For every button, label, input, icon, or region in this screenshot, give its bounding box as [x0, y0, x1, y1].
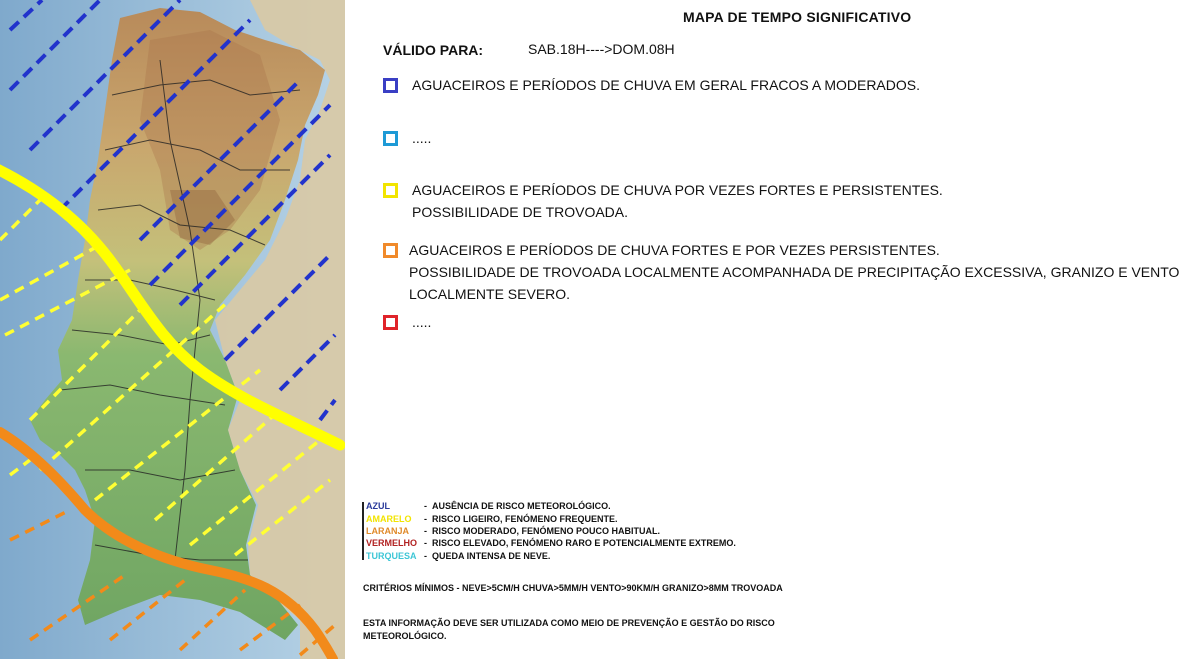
risk-row-laranja: LARANJA - RISCO MODERADO, FENÓMENO POUCO HABITUAL.	[366, 526, 661, 536]
risk-description: AUSÊNCIA DE RISCO METEOROLÓGICO.	[432, 501, 611, 511]
risk-row-turquesa: TURQUESA - QUEDA INTENSA DE NEVE.	[366, 551, 551, 561]
legend-text-line: AGUACEIROS E PERÍODOS DE CHUVA FORTES E POR VEZES PERSISTENTES.	[409, 242, 940, 258]
legend-text-line: .....	[412, 314, 432, 330]
risk-row-azul: AZUL - AUSÊNCIA DE RISCO METEOROLÓGICO.	[366, 501, 611, 511]
risk-name: AMARELO	[366, 514, 412, 524]
risk-name: TURQUESA	[366, 551, 417, 561]
legend-text-line: POSSIBILIDADE DE TROVOADA LOCALMENTE ACOMPANHADA DE PRECIPITAÇÃO EXCESSIVA, GRANIZO E VENTO	[409, 264, 1180, 280]
risk-name: LARANJA	[366, 526, 410, 536]
risk-scale-bar	[362, 502, 364, 560]
risk-description: RISCO LIGEIRO, FENÓMENO FREQUENTE.	[432, 514, 618, 524]
forecast-map	[0, 0, 345, 659]
validity-value: SAB.18H---->DOM.08H	[528, 41, 675, 57]
map-svg	[0, 0, 345, 659]
risk-name: AZUL	[366, 501, 390, 511]
legend-text-line: LOCALMENTE SEVERO.	[409, 286, 571, 302]
risk-row-vermelho: VERMELHO - RISCO ELEVADO, FENÓMENO RARO E POTENCIALMENTE EXTREMO.	[366, 538, 736, 548]
legend-swatch	[383, 78, 398, 93]
risk-description: QUEDA INTENSA DE NEVE.	[432, 551, 551, 561]
legend-item-blue	[383, 77, 920, 96]
legend-swatch	[383, 131, 398, 146]
legend-swatch	[383, 183, 398, 198]
legend-item-red	[383, 314, 431, 333]
risk-description: RISCO ELEVADO, FENÓMENO RARO E POTENCIALMENTE EXTREMO.	[432, 538, 736, 548]
risk-name: VERMELHO	[366, 538, 418, 548]
legend-item-cyan	[383, 130, 431, 149]
legend-text-line: AGUACEIROS E PERÍODOS DE CHUVA EM GERAL FRACOS A MODERADOS.	[412, 77, 920, 93]
risk-row-amarelo: AMARELO - RISCO LIGEIRO, FENÓMENO FREQUENTE.	[366, 514, 618, 524]
legend-text-line: POSSIBILIDADE DE TROVOADA.	[412, 204, 629, 220]
legend-item-orange	[383, 242, 1179, 305]
legend-text-line: .....	[412, 130, 432, 146]
legend-swatch	[383, 243, 398, 258]
minimum-criteria: CRITÉRIOS MÍNIMOS - NEVE>5CM/H CHUVA>5MM/H VENTO>90KM/H GRANIZO>8MM TROVOADA	[363, 583, 783, 593]
info-note: ESTA INFORMAÇÃO DEVE SER UTILIZADA COMO MEIO DE PREVENÇÃO E GESTÃO DO RISCO METEOROLÓGICO.	[363, 618, 775, 641]
page-title: MAPA DE TEMPO SIGNIFICATIVO	[683, 9, 912, 25]
legend-item-yellow	[383, 182, 943, 223]
legend-text-line: AGUACEIROS E PERÍODOS DE CHUVA POR VEZES FORTES E PERSISTENTES.	[412, 182, 943, 198]
validity-label: VÁLIDO PARA:	[383, 42, 484, 58]
risk-description: RISCO MODERADO, FENÓMENO POUCO HABITUAL.	[432, 526, 661, 536]
legend-swatch	[383, 315, 398, 330]
